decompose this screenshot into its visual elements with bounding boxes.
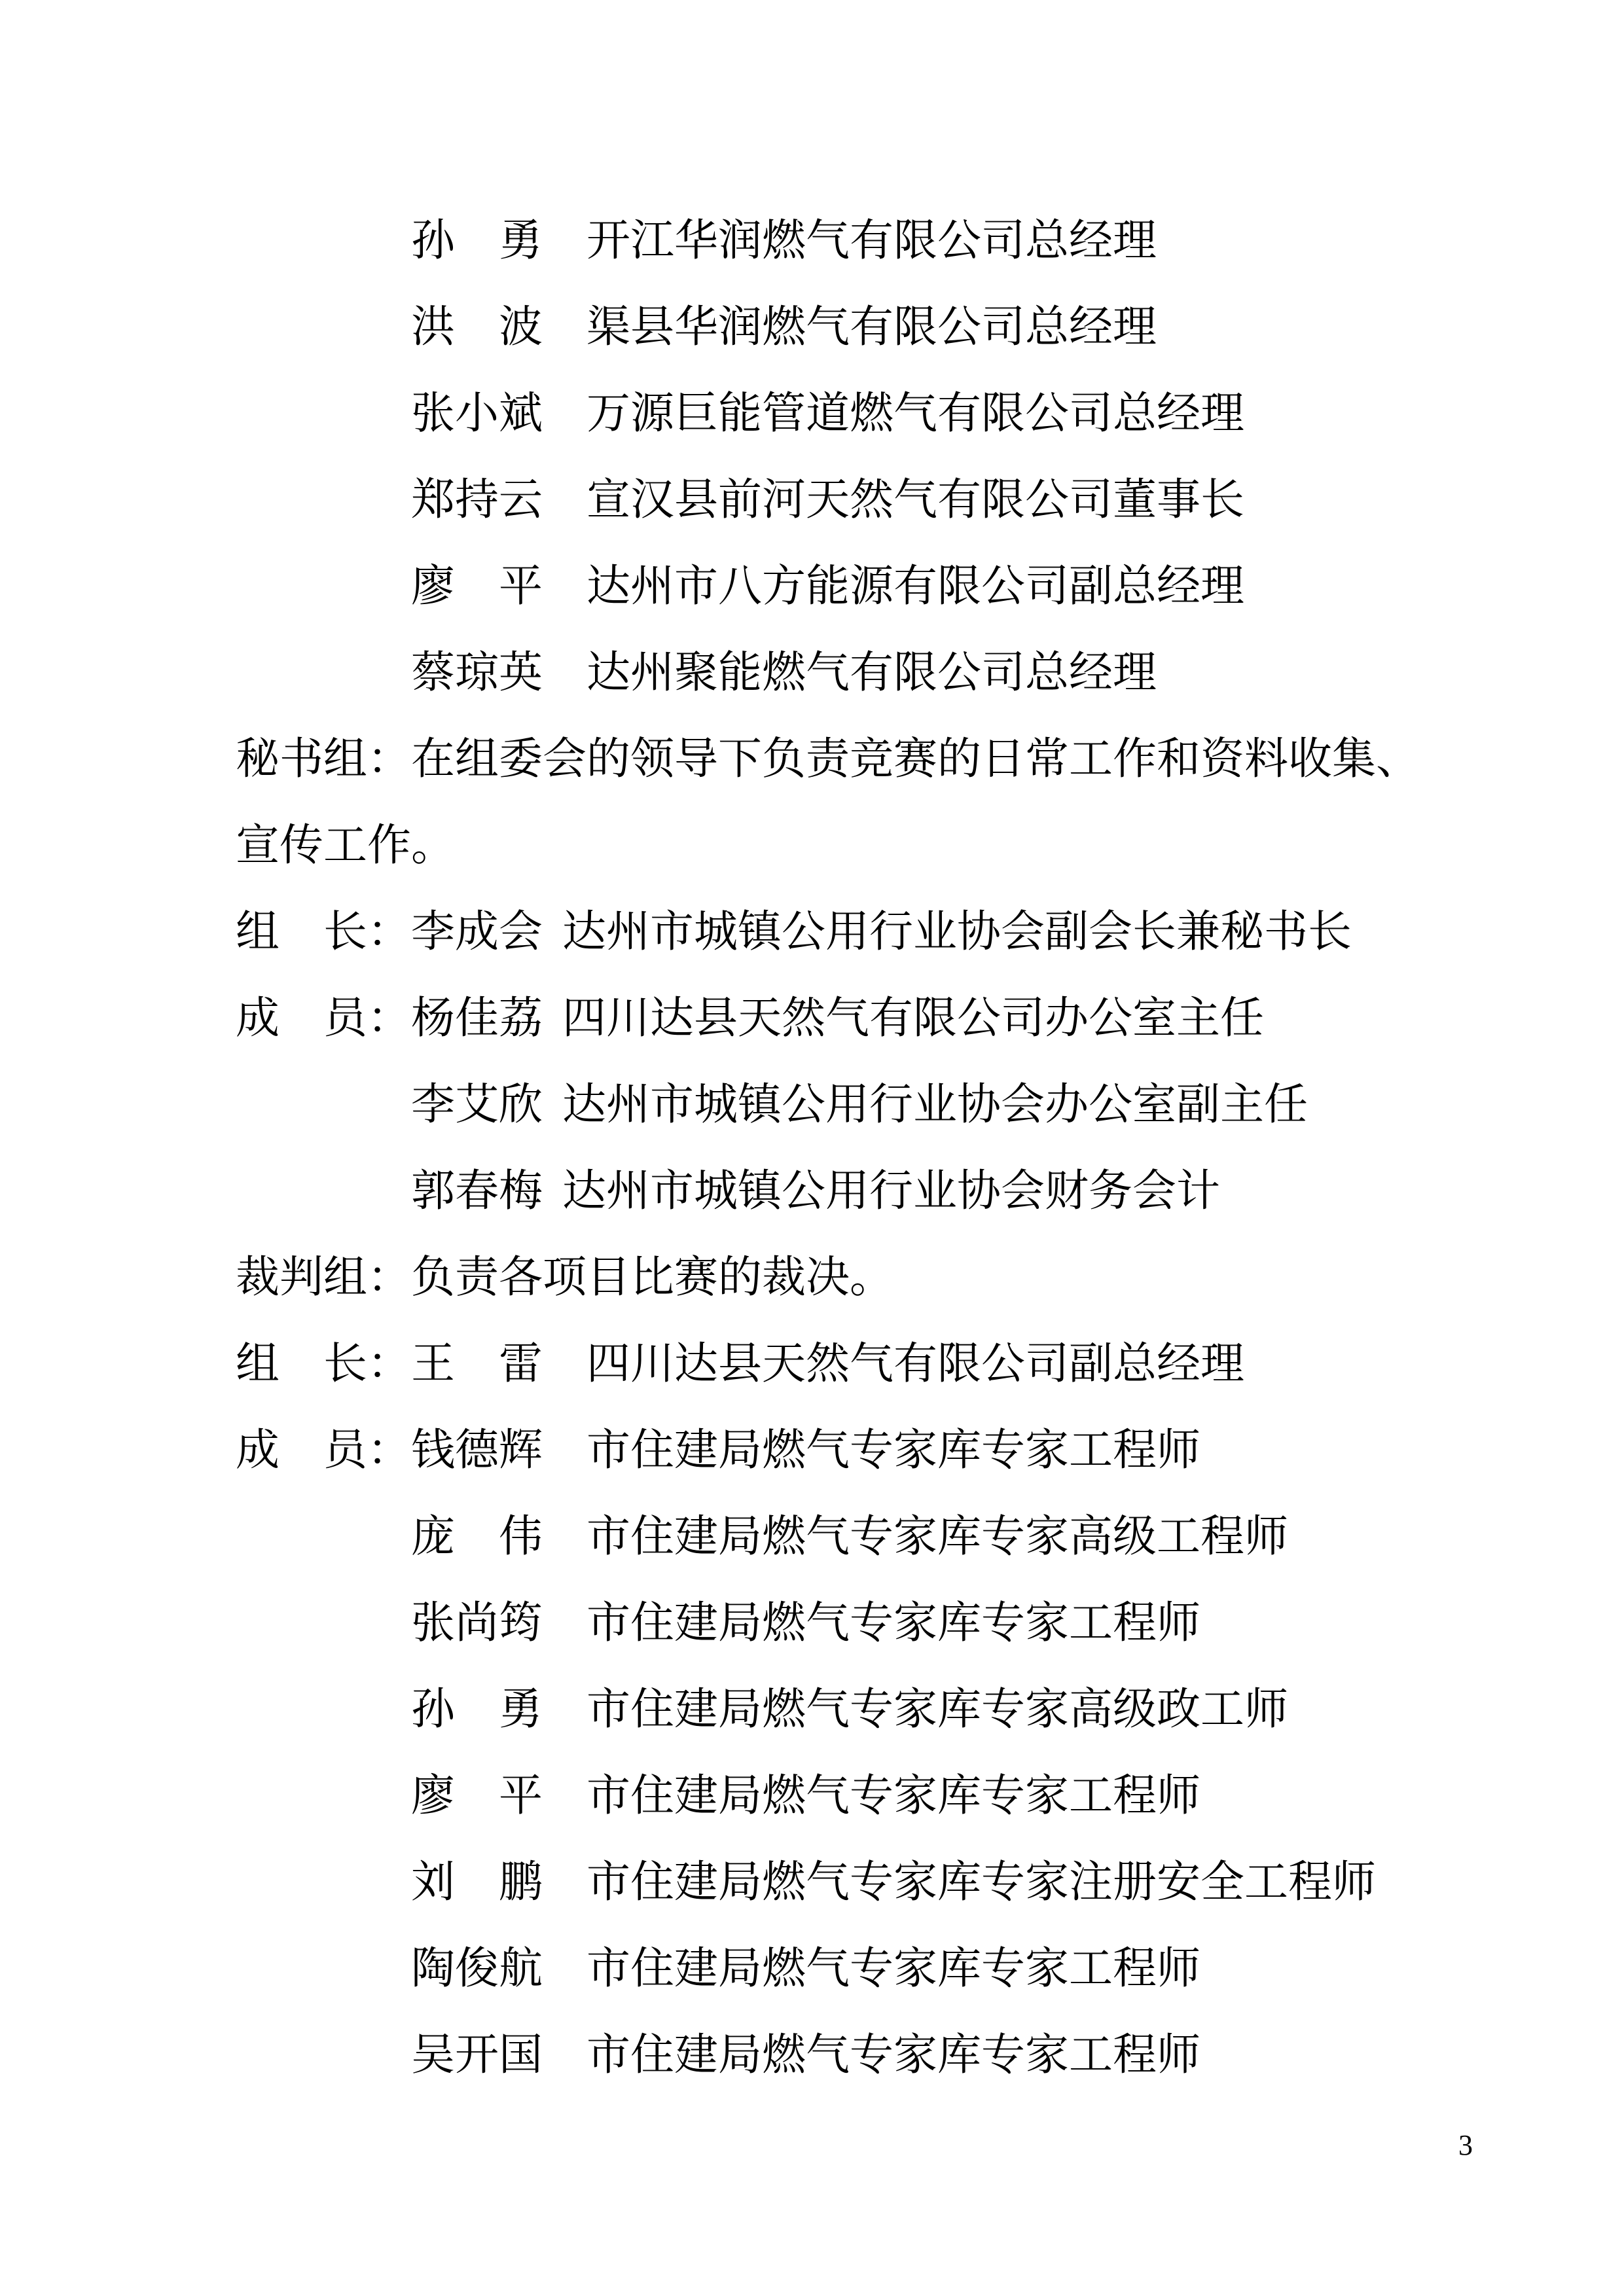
secretariat-description-row (236, 802, 1512, 889)
member-name: 钱德辉 (411, 1426, 543, 1475)
member-title: 达州聚能燃气有限公司总经理 (586, 649, 1157, 697)
member-title: 开江华润燃气有限公司总经理 (586, 217, 1157, 265)
leader-name: 王 雷 (411, 1340, 543, 1388)
member-name: 郑持云 (411, 476, 543, 524)
member-name: 洪 波 (411, 303, 543, 351)
member-title: 市住建局燃气专家库专家工程师 (586, 1599, 1200, 1647)
referee-member-row (236, 1839, 1512, 1926)
member-name: 刘 鹏 (411, 1858, 543, 1907)
leader-title: 四川达县天然气有限公司副总经理 (586, 1340, 1244, 1388)
member-title: 四川达县天然气有限公司办公室主任 (562, 994, 1264, 1043)
referee-member-row (236, 1926, 1512, 2012)
section-description: 在组委会的领导下负责竞赛的日常工作和资料收集、 (411, 735, 1420, 783)
member-name: 李艾欣 (411, 1081, 543, 1129)
member-title: 市住建局燃气专家库专家工程师 (586, 2031, 1200, 2079)
member-row (236, 198, 1512, 284)
referee-heading-row (236, 1234, 1512, 1321)
section-description: 宣传工作。 (236, 821, 455, 870)
referee-member-row (236, 1666, 1512, 1753)
member-name: 孙 勇 (411, 217, 543, 265)
member-title: 达州市城镇公用行业协会办公室副主任 (562, 1081, 1308, 1129)
leader-label: 组 长： (236, 1340, 411, 1388)
member-name: 蔡琼英 (411, 649, 543, 697)
member-title: 达州市城镇公用行业协会财务会计 (562, 1167, 1220, 1215)
referee-leader-row (236, 1321, 1512, 1407)
section-description: 负责各项目比赛的裁决。 (411, 1253, 893, 1302)
referee-member-row (236, 1494, 1512, 1580)
member-label: 成 员： (236, 994, 411, 1043)
member-title: 市住建局燃气专家库专家注册安全工程师 (586, 1858, 1376, 1907)
member-name: 张尚筠 (411, 1599, 543, 1647)
member-name: 孙 勇 (411, 1685, 543, 1734)
member-name: 张小斌 (411, 389, 543, 438)
leader-title: 达州市城镇公用行业协会副会长兼秘书长 (562, 908, 1352, 956)
member-name: 杨佳荔 (411, 994, 543, 1043)
section-heading: 秘书组： (236, 735, 411, 783)
member-label: 成 员： (236, 1426, 411, 1475)
secretariat-member-row (236, 975, 1512, 1062)
member-row (236, 284, 1512, 370)
member-row (236, 543, 1512, 630)
member-title: 万源巨能管道燃气有限公司总经理 (586, 389, 1244, 438)
referee-member-row (236, 1753, 1512, 1839)
leader-label: 组 长： (236, 908, 411, 956)
member-name: 廖 平 (411, 1772, 543, 1820)
page-number: 3 (1458, 2129, 1473, 2161)
member-row (236, 630, 1512, 716)
referee-member-row (236, 1407, 1512, 1494)
member-name: 陶俊航 (411, 1945, 543, 1993)
section-heading: 裁判组： (236, 1253, 411, 1302)
referee-member-row (236, 2012, 1512, 2098)
member-name: 庞 伟 (411, 1513, 543, 1561)
member-name: 郭春梅 (411, 1167, 543, 1215)
member-title: 市住建局燃气专家库专家高级政工师 (586, 1685, 1288, 1734)
member-name: 廖 平 (411, 562, 543, 611)
member-title: 渠县华润燃气有限公司总经理 (586, 303, 1157, 351)
secretariat-heading-row (236, 716, 1512, 802)
document-body (236, 198, 1512, 2098)
referee-member-row (236, 1580, 1512, 1666)
member-title: 市住建局燃气专家库专家工程师 (586, 1945, 1200, 1993)
member-row (236, 457, 1512, 543)
member-title: 市住建局燃气专家库专家工程师 (586, 1772, 1200, 1820)
member-title: 达州市八方能源有限公司副总经理 (586, 562, 1244, 611)
member-title: 市住建局燃气专家库专家工程师 (586, 1426, 1200, 1475)
secretariat-leader-row (236, 889, 1512, 975)
member-row (236, 370, 1512, 457)
secretariat-member-row (236, 1062, 1512, 1148)
member-name: 吴开国 (411, 2031, 543, 2079)
secretariat-member-row (236, 1148, 1512, 1234)
leader-name: 李成会 (411, 908, 543, 956)
member-title: 市住建局燃气专家库专家高级工程师 (586, 1513, 1288, 1561)
member-title: 宣汉县前河天然气有限公司董事长 (586, 476, 1244, 524)
